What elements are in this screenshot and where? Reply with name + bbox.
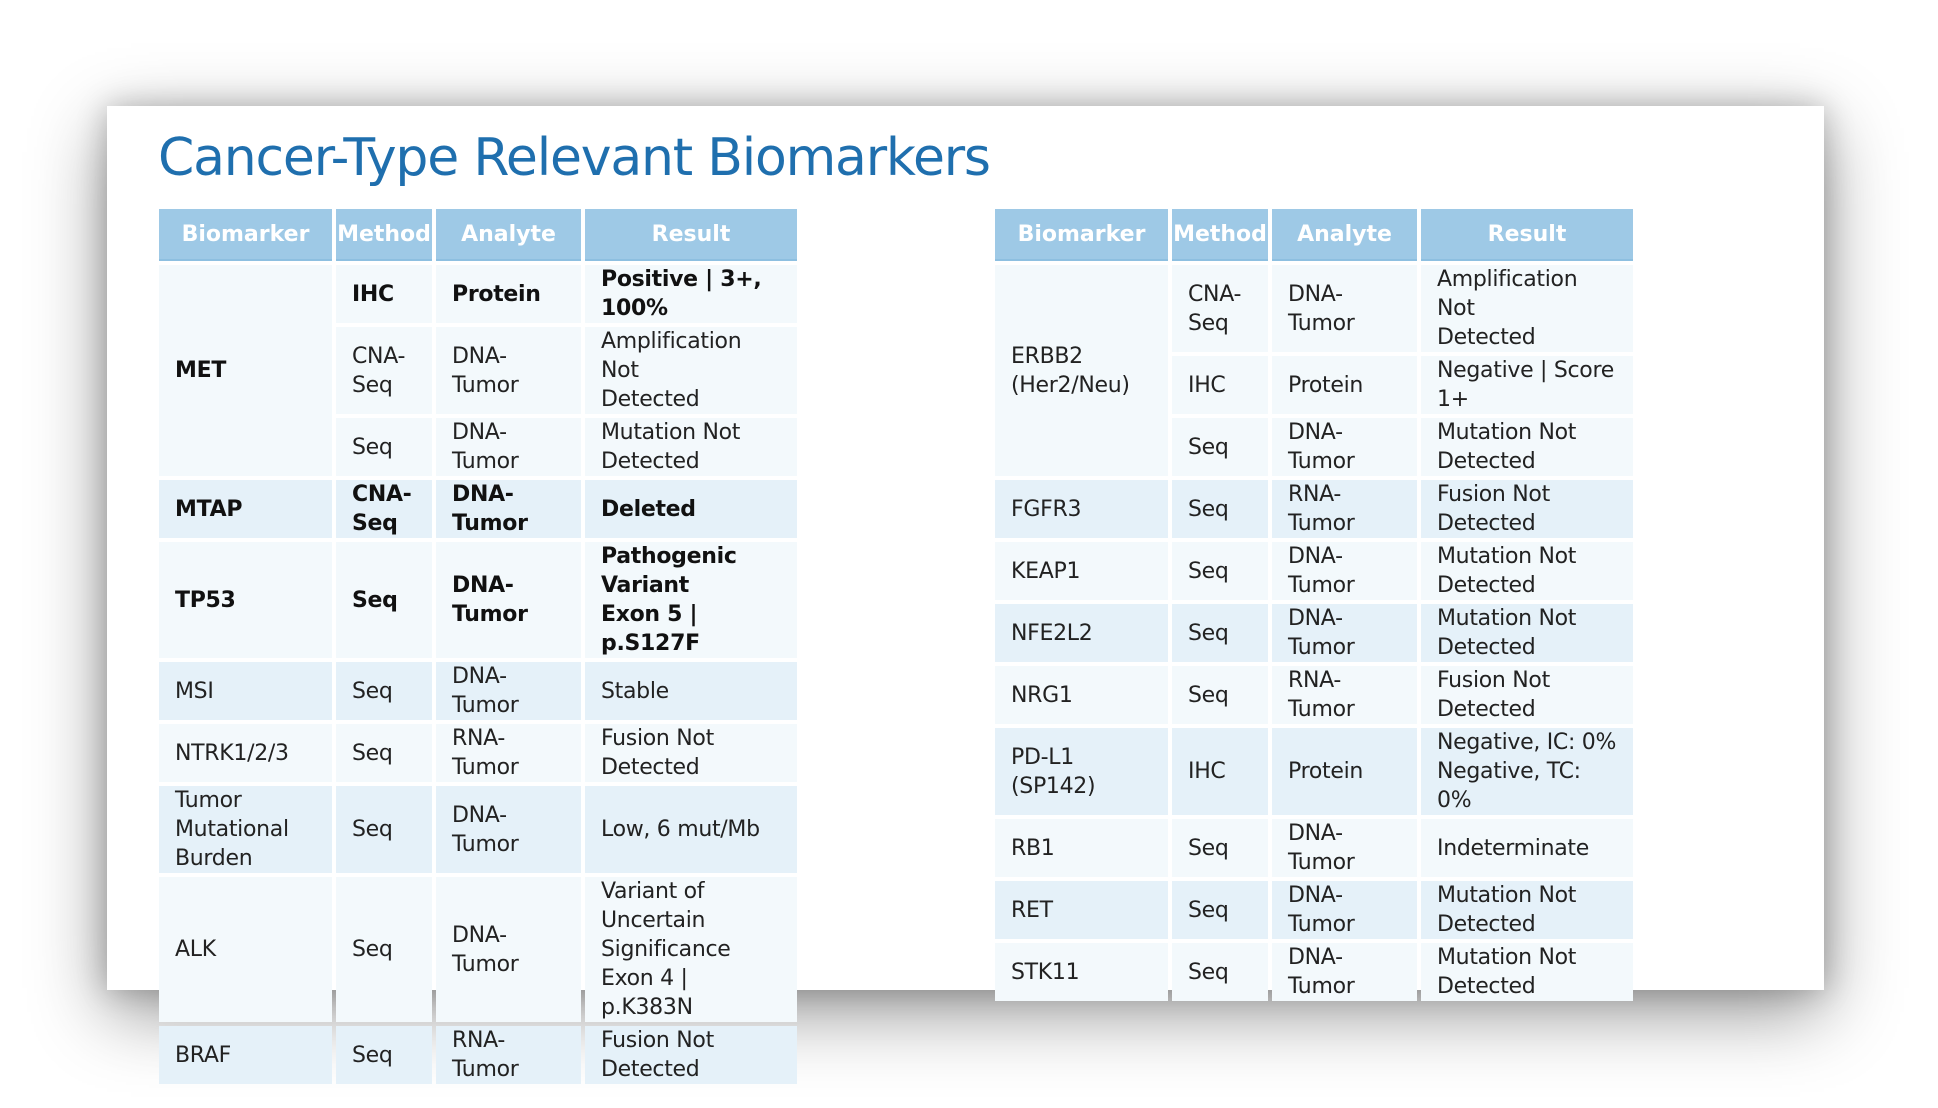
analyte-cell: DNA-Tumor xyxy=(1272,418,1417,476)
analyte-cell: DNA-Tumor xyxy=(436,877,581,1022)
table-row xyxy=(995,480,1633,538)
header-biomarker: Biomarker xyxy=(159,209,332,261)
method-cell: Seq xyxy=(1172,604,1268,662)
biomarker-cell: NFE2L2 xyxy=(995,604,1168,662)
result-cell: Mutation Not Detected xyxy=(585,418,797,476)
biomarker-cell: ERBB2 (Her2/Neu) xyxy=(995,265,1168,476)
table-row xyxy=(995,265,1633,352)
table-row xyxy=(159,542,797,658)
method-cell: Seq xyxy=(336,662,432,720)
biomarker-cell: MET xyxy=(159,265,332,476)
analyte-cell: Protein xyxy=(1272,728,1417,815)
biomarker-cell: MTAP xyxy=(159,480,332,538)
result-cell: Mutation Not Detected xyxy=(1421,881,1633,939)
result-cell: Fusion Not Detected xyxy=(585,724,797,782)
result-cell: Mutation Not Detected xyxy=(1421,542,1633,600)
biomarker-cell: RB1 xyxy=(995,819,1168,877)
method-cell: CNA-Seq xyxy=(336,327,432,414)
biomarker-text: Tumor Mutational Burden xyxy=(175,788,289,871)
biomarker-cell: NTRK1/2/3 xyxy=(159,724,332,782)
result-cell xyxy=(1421,265,1633,352)
analyte-cell: DNA-Tumor xyxy=(436,327,581,414)
table-row xyxy=(995,666,1633,724)
biomarker-cell: FGFR3 xyxy=(995,480,1168,538)
biomarker-cell xyxy=(159,786,332,873)
header-method: Method xyxy=(336,209,432,261)
table-row xyxy=(995,881,1633,939)
result-text: Pathogenic Variant Exon 5 | p.S127F xyxy=(601,544,737,656)
method-cell: Seq xyxy=(1172,881,1268,939)
method-cell: CNA-Seq xyxy=(336,480,432,538)
analyte-cell: DNA-Tumor xyxy=(1272,819,1417,877)
result-cell: Fusion Not Detected xyxy=(585,1026,797,1084)
biomarker-cell: PD-L1 (SP142) xyxy=(995,728,1168,815)
result-cell xyxy=(585,327,797,414)
analyte-cell: DNA-Tumor xyxy=(1272,265,1417,352)
method-cell: Seq xyxy=(1172,542,1268,600)
method-cell: Seq xyxy=(1172,480,1268,538)
result-cell: Deleted xyxy=(585,480,797,538)
biomarker-cell: STK11 xyxy=(995,943,1168,1001)
result-cell: Mutation Not Detected xyxy=(1421,418,1633,476)
analyte-cell: RNA-Tumor xyxy=(436,724,581,782)
result-cell xyxy=(585,542,797,658)
analyte-cell: RNA-Tumor xyxy=(1272,666,1417,724)
result-text: Amplification Not Detected xyxy=(601,329,742,412)
result-cell: Mutation Not Detected xyxy=(1421,604,1633,662)
biomarker-cell: TP53 xyxy=(159,542,332,658)
analyte-cell: RNA-Tumor xyxy=(436,1026,581,1084)
method-cell: Seq xyxy=(336,877,432,1022)
analyte-cell: DNA-Tumor xyxy=(436,418,581,476)
biomarker-cell: NRG1 xyxy=(995,666,1168,724)
result-cell: Negative | Score 1+ xyxy=(1421,356,1633,414)
result-cell: Positive | 3+, 100% xyxy=(585,265,797,323)
result-cell: Mutation Not Detected xyxy=(1421,943,1633,1001)
method-cell: Seq xyxy=(1172,819,1268,877)
table-row xyxy=(159,480,797,538)
method-cell: Seq xyxy=(336,786,432,873)
analyte-cell: Protein xyxy=(436,265,581,323)
result-cell: Fusion Not Detected xyxy=(1421,480,1633,538)
table-row xyxy=(159,877,797,1022)
table-row xyxy=(159,662,797,720)
method-cell: Seq xyxy=(336,542,432,658)
method-cell: Seq xyxy=(336,1026,432,1084)
table-row xyxy=(995,728,1633,815)
result-text: Amplification Not Detected xyxy=(1437,267,1578,350)
method-cell: Seq xyxy=(336,418,432,476)
table-row xyxy=(995,943,1633,1001)
header-analyte: Analyte xyxy=(436,209,581,261)
biomarker-cell: MSI xyxy=(159,662,332,720)
table-row xyxy=(159,724,797,782)
table-row xyxy=(159,1026,797,1084)
table-row xyxy=(159,265,797,323)
analyte-cell: DNA-Tumor xyxy=(1272,604,1417,662)
result-cell: Stable xyxy=(585,662,797,720)
method-cell: Seq xyxy=(336,724,432,782)
result-cell: Low, 6 mut/Mb xyxy=(585,786,797,873)
header-result: Result xyxy=(585,209,797,261)
result-text: Variant of Uncertain Significance Exon 4 | p.K383N xyxy=(601,879,731,1020)
method-cell: Seq xyxy=(1172,943,1268,1001)
result-cell xyxy=(1421,728,1633,815)
biomarker-table-left xyxy=(155,205,801,1088)
header-biomarker: Biomarker xyxy=(995,209,1168,261)
biomarker-cell: RET xyxy=(995,881,1168,939)
analyte-cell: DNA-Tumor xyxy=(436,480,581,538)
method-cell: CNA-Seq xyxy=(1172,265,1268,352)
biomarker-table-right xyxy=(991,205,1637,1005)
method-cell: IHC xyxy=(336,265,432,323)
header-method: Method xyxy=(1172,209,1268,261)
biomarker-cell: BRAF xyxy=(159,1026,332,1084)
analyte-cell: DNA-Tumor xyxy=(436,662,581,720)
table-row xyxy=(159,786,797,873)
result-cell xyxy=(585,877,797,1022)
method-cell: Seq xyxy=(1172,666,1268,724)
analyte-cell: RNA-Tumor xyxy=(1272,480,1417,538)
method-cell: IHC xyxy=(1172,356,1268,414)
biomarker-cell: ALK xyxy=(159,877,332,1022)
header-analyte: Analyte xyxy=(1272,209,1417,261)
analyte-cell: DNA-Tumor xyxy=(1272,943,1417,1001)
result-cell: Indeterminate xyxy=(1421,819,1633,877)
table-row xyxy=(995,604,1633,662)
table-header-row xyxy=(159,209,797,261)
result-cell: Fusion Not Detected xyxy=(1421,666,1633,724)
analyte-cell: DNA-Tumor xyxy=(436,786,581,873)
report-card xyxy=(107,106,1824,1082)
method-cell: IHC xyxy=(1172,728,1268,815)
result-text: Negative, IC: 0% Negative, TC: 0% xyxy=(1437,730,1617,813)
analyte-cell: DNA-Tumor xyxy=(1272,881,1417,939)
biomarker-cell: KEAP1 xyxy=(995,542,1168,600)
table-row xyxy=(995,542,1633,600)
analyte-cell: Protein xyxy=(1272,356,1417,414)
analyte-cell: DNA-Tumor xyxy=(1272,542,1417,600)
page-title: Cancer-Type Relevant Biomarkers xyxy=(158,128,990,188)
analyte-cell: DNA-Tumor xyxy=(436,542,581,658)
method-cell: Seq xyxy=(1172,418,1268,476)
table-row xyxy=(995,819,1633,877)
table-header-row xyxy=(995,209,1633,261)
header-result: Result xyxy=(1421,209,1633,261)
